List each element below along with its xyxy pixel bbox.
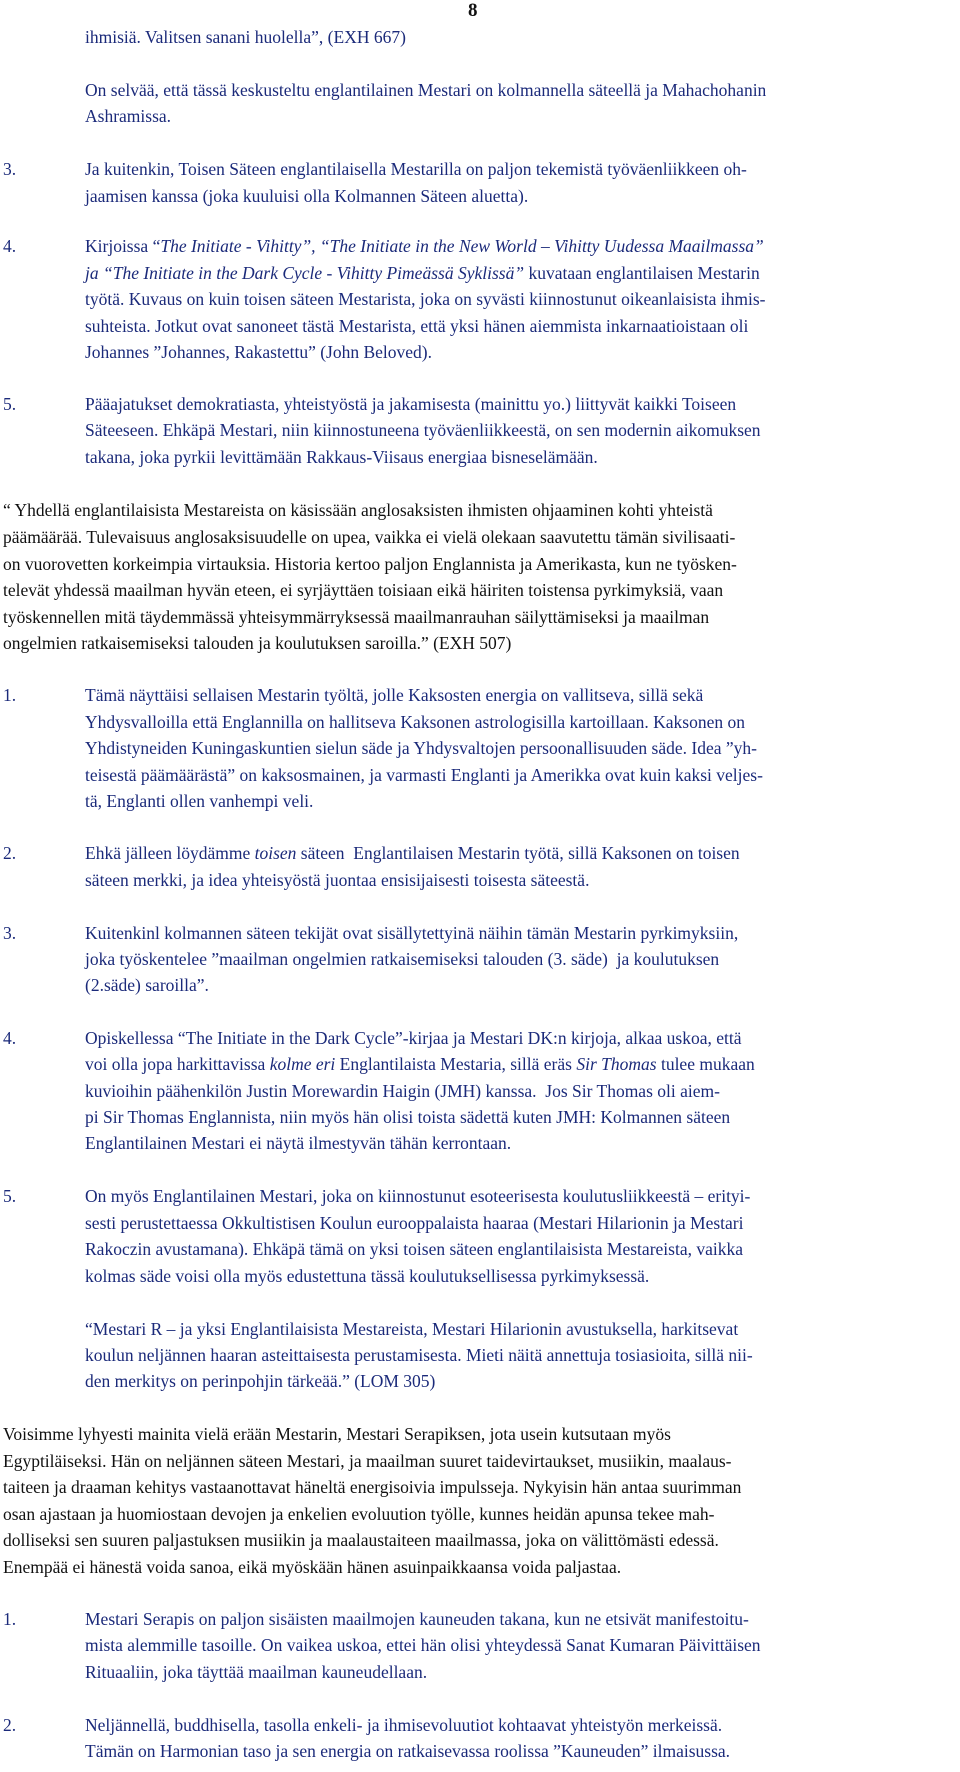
- text-segment: Yhdysvalloilla että Englannilla on hallitseva Kaksonen astrologisilla kartoillaan. Kaksonen on: [85, 712, 745, 732]
- text-line: [85, 238, 764, 256]
- text-line: [85, 1321, 738, 1339]
- text-segment: kolme eri: [269, 1054, 336, 1074]
- text-line: [85, 396, 736, 414]
- text-line: [85, 793, 313, 811]
- text-segment: joka työskentelee ”maailman ongelmien ratkaisemiseksi talouden (3. säde) ja koulutuksen: [85, 949, 720, 969]
- text-line: [3, 1717, 16, 1735]
- text-segment: 1.: [3, 1609, 17, 1629]
- text-line: [85, 714, 745, 732]
- text-line: [85, 1109, 730, 1127]
- text-line: [3, 845, 16, 863]
- text-line: [85, 1056, 755, 1074]
- text-segment: Sir Thomas: [576, 1054, 657, 1074]
- text-segment: Ashramissa.: [85, 106, 172, 126]
- text-segment: Johannes ”Johannes, Rakastettu” (John Beloved).: [85, 342, 433, 362]
- text-segment: 2.: [3, 1715, 17, 1735]
- text-segment: työtä. Kuvaus on kuin toisen säteen Mestarista, joka on syvästi kiinnostunut oikeanlaisista ihmis-: [85, 289, 766, 309]
- text-line: [85, 1611, 749, 1629]
- text-line: [85, 29, 406, 47]
- text-segment: “Mestari R – ja yksi Englantilaisista Mestareista, Mestari Hilarionin avustuksella, harkitsevat: [85, 1319, 739, 1339]
- text-line: [3, 1479, 741, 1497]
- text-segment: “ Yhdellä englantilaisista Mestareista on käsissään anglosaksisten ihmisten ohjaaminen kohti yhteistä: [3, 500, 713, 520]
- text-line: [3, 1506, 714, 1524]
- text-line: [3, 238, 16, 256]
- text-segment: päämäärää. Tulevaisuus anglosaksisuudelle on upea, vaikka ei vielä olekaan saavutettu tämän sivilisaati-: [3, 527, 736, 547]
- text-line: [3, 1611, 16, 1629]
- text-line: [3, 582, 723, 600]
- text-segment: Rituaaliin, joka täyttää maailman kauneudellaan.: [85, 1662, 428, 1682]
- text-line: [85, 951, 719, 969]
- text-line: [85, 925, 738, 943]
- text-segment: ihmisiä. Valitsen sanani huolella”, (EXH 667): [85, 27, 406, 47]
- text-line: [85, 1188, 750, 1206]
- text-segment: Ja kuitenkin, Toisen Säteen englantilaisella Mestarilla on paljon tekemistä työväenliikkeen oh-: [85, 159, 747, 179]
- text-segment: Ehkä jälleen löydämme: [85, 843, 255, 863]
- text-line: [85, 291, 765, 309]
- text-segment: 1.: [3, 685, 17, 705]
- text-segment: Yhdistyneiden Kuningaskuntien sielun säde ja Yhdysvaltojen persoonallisuuden säde. Idea ”yh-: [85, 738, 757, 758]
- text-segment: Englantilainen Mestari ei näytä ilmestyvän tähän kerrontaan.: [85, 1133, 512, 1153]
- text-segment: 5.: [3, 1186, 17, 1206]
- text-segment: ja “The Initiate in the Dark Cycle - Vihitty Pimeässä Syklissä”: [85, 263, 525, 283]
- text-line: [85, 977, 209, 995]
- text-line: [85, 1743, 730, 1761]
- text-line: [3, 529, 735, 547]
- text-segment: mista alemmille tasoille. On vaikea uskoa, ettei hän olisi yhteydessä Sanat Kumaran Päivittäisen: [85, 1635, 761, 1655]
- text-segment: on vuorovetten korkeimpia virtauksia. Historia kertoo paljon Englannista ja Amerikasta, kun ne työsken-: [3, 554, 737, 574]
- text-segment: Tämän on Harmonian taso ja sen energia on ratkaisevassa roolissa ”Kauneuden” ilmaisussa.: [85, 1741, 731, 1761]
- text-line: [3, 687, 16, 705]
- text-line: [3, 1030, 16, 1048]
- text-line: [85, 1373, 435, 1391]
- text-segment: toisen: [254, 843, 297, 863]
- text-segment: Voisimme lyhyesti mainita vielä erään Mestarin, Mestari Serapiksen, jota usein kutsutaan myös: [3, 1424, 671, 1444]
- text-segment: 5.: [3, 394, 17, 414]
- text-line: [85, 687, 703, 705]
- text-segment: 4.: [3, 236, 17, 256]
- text-segment: 3.: [3, 159, 17, 179]
- text-line: [85, 872, 589, 890]
- text-line: [85, 1637, 761, 1655]
- text-line: [85, 767, 763, 785]
- text-segment: kolmas säde voisi olla myös edustettuna tässä koulutuksellisessa pyrkimyksessä.: [85, 1266, 650, 1286]
- text-line: [85, 161, 747, 179]
- text-line: [85, 1717, 722, 1735]
- text-segment: Säteeseen. Ehkäpä Mestari, niin kiinnostuneena työväenliikkeestä, on sen modernin aikomuksen: [85, 420, 761, 440]
- text-line: [3, 1532, 719, 1550]
- text-segment: Opiskellessa “The Initiate in the Dark Cycle”-kirjaa ja Mestari DK:n kirjoja, alkaa uskoa, että: [85, 1028, 742, 1048]
- text-segment: Neljännellä, buddhisella, tasolla enkeli- ja ihmisevoluutiot kohtaavat yhteistyön merkeissä.: [85, 1715, 723, 1735]
- text-line: [85, 1268, 649, 1286]
- text-line: [3, 1188, 16, 1206]
- text-segment: 2.: [3, 843, 17, 863]
- text-line: [85, 1215, 744, 1233]
- text-line: [85, 1030, 742, 1048]
- text-segment: voi olla jopa harkittavissa: [85, 1054, 270, 1074]
- text-line: [85, 318, 748, 336]
- text-line: [3, 502, 713, 520]
- text-line: [85, 265, 760, 283]
- text-line: [3, 1559, 621, 1577]
- text-line: [3, 635, 511, 653]
- text-segment: (2.säde) saroilla”.: [85, 975, 209, 995]
- text-segment: takana, joka pyrkii levittämään Rakkaus-Viisaus energiaa bisneselämään.: [85, 447, 598, 467]
- text-line: [85, 1083, 720, 1101]
- text-segment: jaamisen kanssa (joka kuuluisi olla Kolmannen Säteen aluetta).: [85, 186, 529, 206]
- text-segment: den merkitys on perinpohjin tärkeää.” (LOM 305): [85, 1371, 436, 1391]
- text-line: [3, 161, 16, 179]
- text-line: [3, 1453, 731, 1471]
- text-segment: suhteista. Jotkut ovat sanoneet tästä Mestarista, että yksi hänen aiemmista inkarnaatioistaan oli: [85, 316, 749, 336]
- page-number: 8: [468, 0, 478, 21]
- text-segment: 3.: [3, 923, 17, 943]
- text-segment: taiteen ja draaman kehitys vastaanottavat häneltä energisoivia impulsseja. Nykyisin hän antaa suurimman: [3, 1477, 742, 1497]
- text-segment: kuvioihin päähenkilön Justin Morewardin Haigin (JMH) kanssa. Jos Sir Thomas oli aiem-: [85, 1081, 720, 1101]
- text-segment: Rakoczin avustamana). Ehkäpä tämä on yksi toisen säteen englantilaisista Mestareista, vaikka: [85, 1239, 743, 1259]
- text-line: [85, 422, 761, 440]
- text-line: [85, 344, 432, 362]
- text-line: [3, 396, 16, 414]
- text-segment: pi Sir Thomas Englannista, niin myös hän olisi toista sädettä kuten JMH: Kolmannen säteen: [85, 1107, 731, 1127]
- text-segment: ongelmien ratkaisemiseksi talouden ja koulutuksen saroilla.” (EXH 507): [3, 633, 512, 653]
- text-line: [85, 1347, 753, 1365]
- text-segment: tulee mukaan: [656, 1054, 755, 1074]
- text-segment: osan ajastaan ja huomiostaan devojen ja enkelien evoluution työlle, kunnes heidän apunsa tekee mah-: [3, 1504, 715, 1524]
- text-line: [85, 108, 171, 126]
- text-segment: sesti perustettaessa Okkultistisen Koulun eurooppalaista haaraa (Mestari Hilarionin ja Mestari: [85, 1213, 744, 1233]
- text-segment: televät yhdessä maailman hyvän eteen, ei syrjäyttäen toisiaan eikä häiriten toistensa pyrkimyksiä, vaan: [3, 580, 724, 600]
- text-segment: tä, Englanti ollen vanhempi veli.: [85, 791, 314, 811]
- text-segment: dolliseksi sen suuren paljastuksen musiikin ja maalaustaiteen maailmassa, joka on välittömästi edessä.: [3, 1530, 719, 1550]
- text-segment: The Initiate - Vihitty”, “The Initiate in the New World – Vihitty Uudessa Maailmassa”: [160, 236, 764, 256]
- text-segment: koulun neljännen haaran asteittaisesta perustamisesta. Mieti näitä annettuja tosiasioita, sillä nii-: [85, 1345, 753, 1365]
- text-segment: säteen Englantilaisen Mestarin työtä, sillä Kaksonen on toisen: [296, 843, 740, 863]
- text-line: [85, 82, 766, 100]
- text-segment: Pääajatukset demokratiasta, yhteistyöstä ja jakamisesta (mainittu yo.) liittyvät kaikki Toiseen: [85, 394, 737, 414]
- text-segment: Egyptiläiseksi. Hän on neljännen säteen Mestari, ja maailman suuret taidevirtaukset, musiikin, maalaus-: [3, 1451, 732, 1471]
- text-line: [85, 1664, 427, 1682]
- text-segment: 4.: [3, 1028, 17, 1048]
- text-line: [3, 925, 16, 943]
- text-line: [85, 740, 757, 758]
- text-segment: On selvää, että tässä keskusteltu englantilainen Mestari on kolmannella säteellä ja Mahachohanin: [85, 80, 767, 100]
- text-segment: Englantilaista Mestaria, sillä eräs: [335, 1054, 577, 1074]
- text-line: [3, 609, 709, 627]
- text-segment: Kirjoissa “: [85, 236, 161, 256]
- text-segment: Tämä näyttäisi sellaisen Mestarin työltä, jolle Kaksosten energia on vallitseva, sillä sekä: [85, 685, 704, 705]
- text-segment: teisestä päämäärästä” on kaksosmainen, ja varmasti Englanti ja Amerikka ovat kuin kaksi veljes-: [85, 765, 763, 785]
- text-line: [3, 556, 737, 574]
- text-segment: Enempää ei hänestä voida sanoa, eikä myöskään hänen asuinpaikkaansa voida paljastaa.: [3, 1557, 622, 1577]
- text-segment: kuvataan englantilaisen Mestarin: [524, 263, 760, 283]
- text-line: [85, 1135, 511, 1153]
- text-line: [85, 188, 528, 206]
- text-segment: säteen merkki, ja idea yhteisyöstä juontaa ensisijaisesti toisesta säteestä.: [85, 870, 590, 890]
- text-line: [85, 449, 598, 467]
- text-segment: työskennellen mitä täydemmässä yhteisymmärryksessä maailmanrauhan säilyttämiseksi ja maailman: [3, 607, 710, 627]
- text-segment: Kuitenkinl kolmannen säteen tekijät ovat sisällytettyinä näihin tämän Mestarin pyrkimyksiin,: [85, 923, 739, 943]
- text-segment: On myös Englantilainen Mestari, joka on kiinnostunut esoteerisesta koulutusliikkeestä – erityi-: [85, 1186, 751, 1206]
- text-line: [85, 1241, 743, 1259]
- text-line: [85, 845, 740, 863]
- text-segment: Mestari Serapis on paljon sisäisten maailmojen kauneuden takana, kun ne etsivät manifestoitu-: [85, 1609, 749, 1629]
- text-line: [3, 1426, 671, 1444]
